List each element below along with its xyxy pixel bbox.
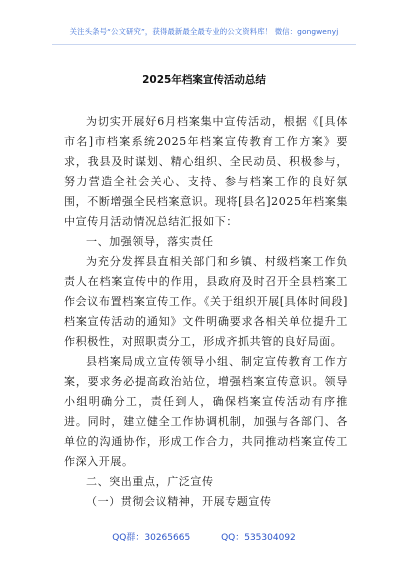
qq-group-label: QQ群： [112,533,145,543]
section-heading-2: 二、突出重点，广泛宣传 [86,475,214,488]
section-heading-1: 一、加强领导，落实责任 [86,235,214,248]
footer-contact [0,530,408,543]
document-body [64,112,348,512]
document-title: 2025年档案宣传活动总结 [142,74,266,86]
qq-group-number: 30265665 [144,533,191,543]
qq-info [221,533,296,543]
body-paragraph: 县档案局成立宣传领导小组、制定宣传教育工作方案，要求务必提高政治站位，增强档案宣传意识。领导小组明确分工，责任到人，确保档案宣传活动有序推进。同时，建立健全工作协调机制，加强与各部门、各单位的沟通协作，形成工作合力，共同推动档案宣传工作深入开展。 [64,355,348,468]
subsection-heading: （一）贯彻会议精神，开展专题宣传 [86,495,272,508]
qq-number: 535304092 [244,533,296,543]
header-divider [52,44,356,45]
qq-group-info [112,533,190,543]
intro-paragraph: 为切实开展好6月档案集中宣传活动，根据《[具体市名]市档案系统2025年档案宣传教育工作方案》要求，我县及时谋划、精心组织、全民动员、积极参与，努力营造全社会关心、支持、参与档案工作的良好氛围，不断增强全民档案意识。现将[县名]2025年档案集中宣传月活动情况总结汇报如下： [64,115,348,228]
header-banner: 关注头条号“公文研究”，获得最新最全最专业的公文资料库！ 微信：gongwenyj [69,27,339,36]
qq-label: QQ： [221,533,245,543]
body-paragraph: 为充分发挥县直相关部门和乡镇、村级档案工作负责人在档案宣传中的作用，县政府及时召开全县档案工作会议布置档案宣传工作。《关于组织开展[具体时间段]档案宣传活动的通知》文件明确要求各相关单位提升工作积极性，对照职责分工，形成齐抓共管的良好局面。 [64,255,348,348]
